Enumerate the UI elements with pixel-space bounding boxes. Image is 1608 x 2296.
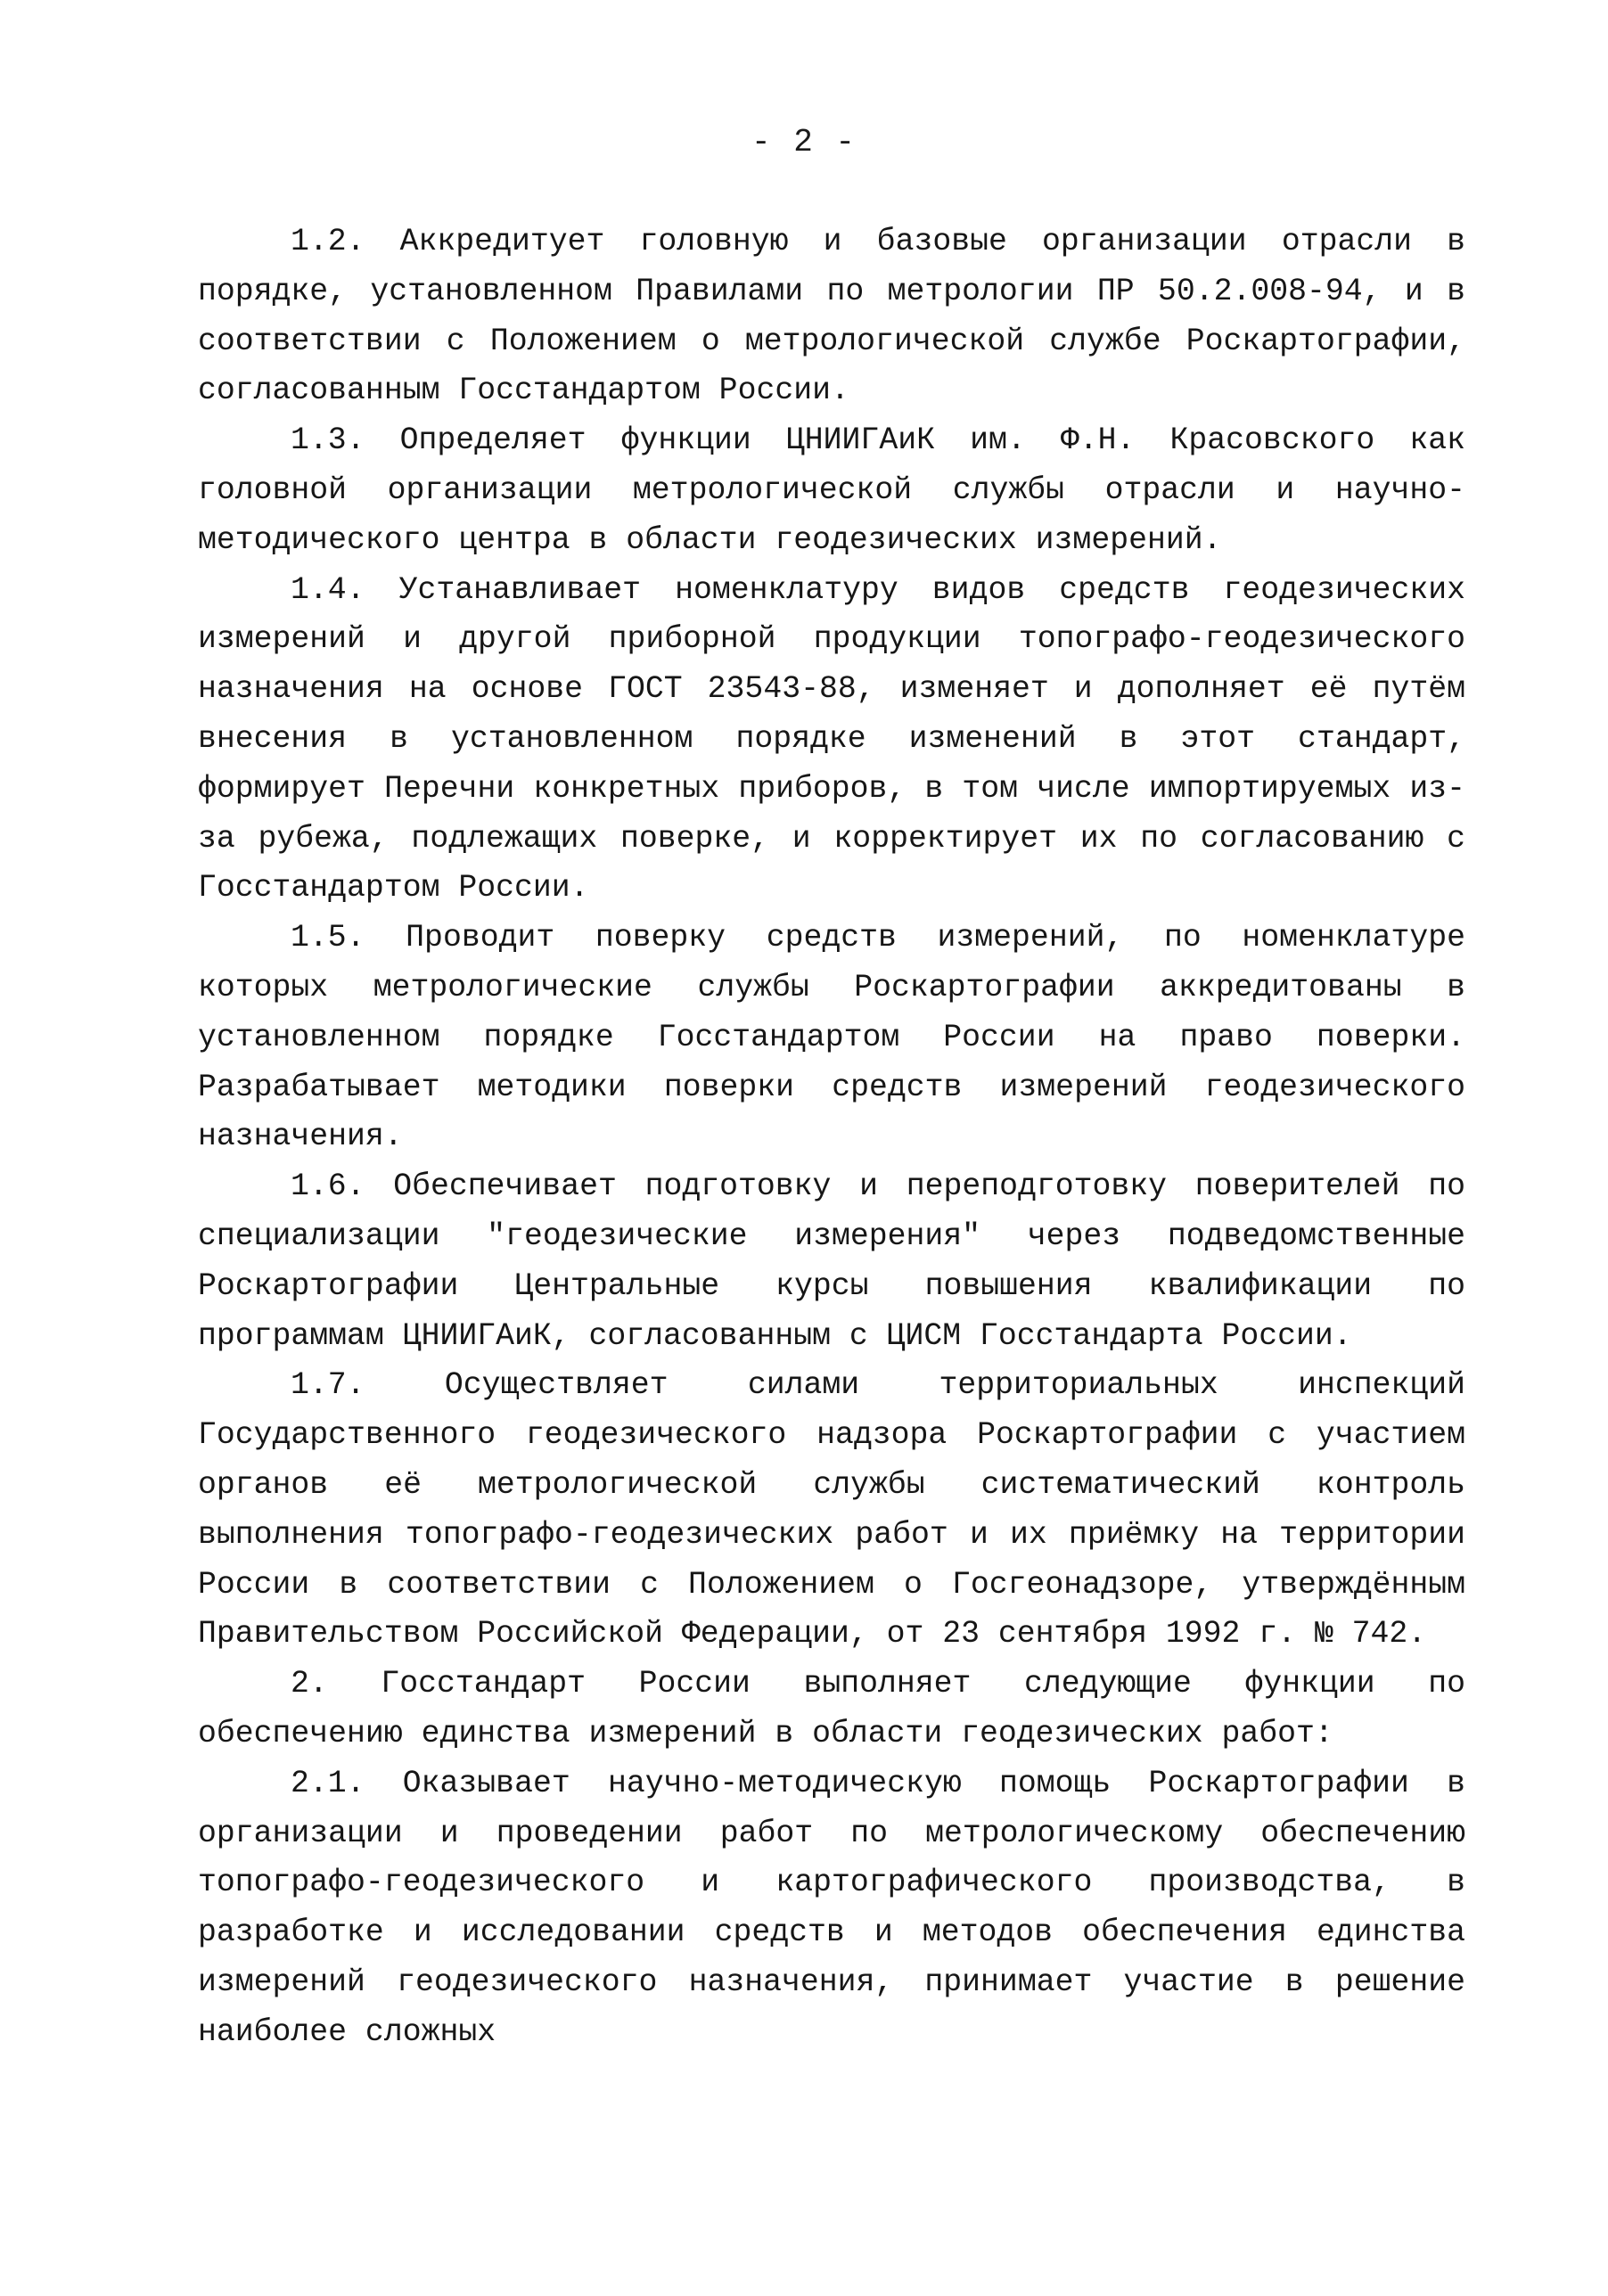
paragraph-1-6: 1.6. Обеспечивает подготовку и переподготовку поверителей по специализации "геодезические измерения" через подведомственные Роскартографии Центральные курсы повышения квалификации по программам ЦНИИГАиК, согласованным с ЦИСМ Госстандарта России. [198, 1169, 1465, 1354]
paragraph-1-4: 1.4. Устанавливает номенклатуру видов средств геодезических измерений и другой приборной продукции топографо-геодезического назначения на основе ГОСТ 23543-88, изменяет и дополняет её путём внесения в установленном порядке изменений в этот стандарт, формирует Перечни конкретных приборов, в том числе импортируемых из-за рубежа, подлежащих поверке, и корректирует их по согласованию с Госстандартом России. [198, 572, 1465, 906]
paragraph-1-2: 1.2. Аккредитует головную и базовые организации отрасли в порядке, установленном Правилами по метрологии ПР 50.2.008-94, и в соответствии с Положением о метрологической службе Роскартографии, согласованным Госстандартом России. [198, 225, 1465, 409]
document-body [198, 217, 1465, 2057]
paragraph-2-1: 2.1. Оказывает научно-методическую помощь Роскартографии в организации и проведении работ по метрологическому обеспечению топографо-геодезического и картографического производства, в разработке и исследовании средств и методов обеспечения единства измерений геодезического назначения, принимает участие в решение наиболее сложных [198, 1766, 1465, 2050]
paragraph-1-5: 1.5. Проводит поверку средств измерений, по номенклатуре которых метрологические службы Роскартографии аккредитованы в установленном порядке Госстандартом России на право поверки. Разрабатывает методики поверки средств измерений геодезического назначения. [198, 921, 1465, 1155]
paragraph-1-7: 1.7. Осуществляет силами территориальных инспекций Государственного геодезического надзора Роскартографии с участием органов её метрологической службы систематический контроль выполнения топографо-геодезических работ и их приёмку на территории России в соответствии с Положением о Госгеонадзоре, утверждённым Правительством Российской Федерации, от 23 сентября 1992 г. № 742. [198, 1368, 1465, 1652]
paragraph-2: 2. Госстандарт России выполняет следующие функции по обеспечению единства измерений в области геодезических работ: [198, 1667, 1465, 1751]
paragraph-1-3: 1.3. Определяет функции ЦНИИГАиК им. Ф.Н. Красовского как головной организации метрологической службы отрасли и научно-методического центра в области геодезических измерений. [198, 423, 1465, 558]
page-number: - 2 - [751, 124, 857, 160]
